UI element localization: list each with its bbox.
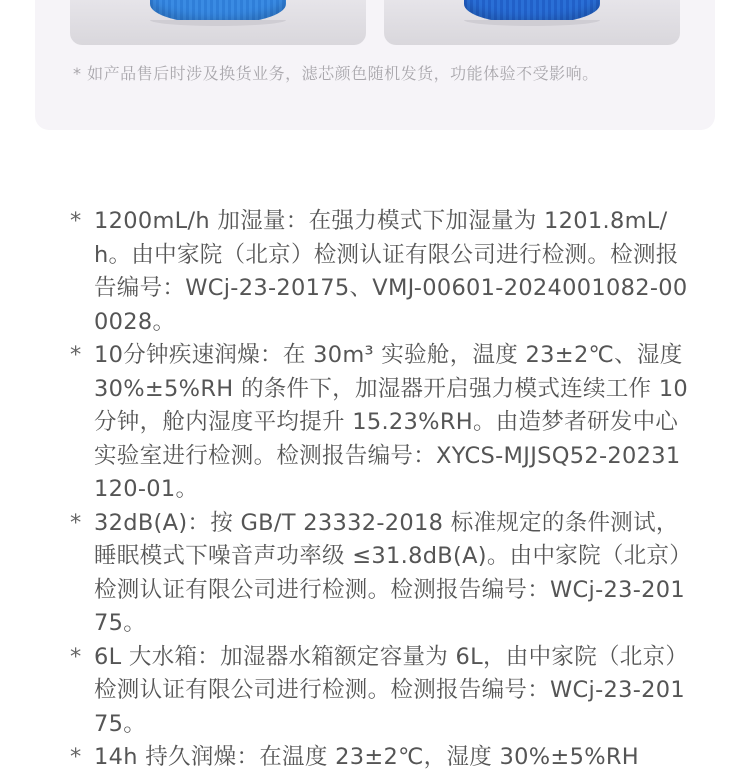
footnote-text: 6L 大水箱：加湿器水箱额定容量为 6L，由中家院（北京）检测认证有限公司进行检测。检测报告编号：WCj-23-20175。 [94,643,689,737]
filter-image-dark-blue [384,0,680,45]
bullet-asterisk: * [70,509,82,536]
footnote-item [70,205,690,339]
footnote-text: 14h 持久润燥：在温度 23±2℃，湿度 30%±5%RH [94,744,640,770]
bullet-asterisk: * [70,744,82,770]
footnote-item [70,507,690,641]
footnote-text: 1200mL/h 加湿量：在强力模式下加湿量为 1201.8mL/h。由中家院（北京）检测认证有限公司进行检测。检测报告编号：WCj-23-20175、VMJ-00601-2024001082-000028。 [94,208,688,335]
filter-image-blue [70,0,366,45]
footnote-list [70,205,690,775]
bullet-asterisk: * [70,342,82,368]
filter-rim [150,20,286,26]
after-sales-note: * 如产品售后时涉及换货业务，滤芯颜色随机发货，功能体验不受影响。 [73,64,599,83]
bullet-asterisk: * [70,208,82,234]
footnote-item [70,641,690,742]
bullet-asterisk: * [70,643,82,670]
footnote-text: 10分钟疾速润燥：在 30m³ 实验舱，温度 23±2℃、湿度 30%±5%RH 的条件下，加湿器开启强力模式连续工作 10分钟，舱内湿度平均提升 15.23%RH。由造梦者研发中心实验室进行检测。检测报告编号：XYCS-MJJSQ52-20231120-01。 [94,342,689,502]
filter-rim [464,20,600,26]
footnote-item [70,741,690,775]
footnote-item [70,339,690,507]
footnote-text: 32dB(A)：按 GB/T 23332-2018 标准规定的条件测试，睡眠模式下噪音声功率级 ≤31.8dB(A)。由中家院（北京）检测认证有限公司进行检测。检测报告编号：WCj-23-20175。 [94,509,686,636]
